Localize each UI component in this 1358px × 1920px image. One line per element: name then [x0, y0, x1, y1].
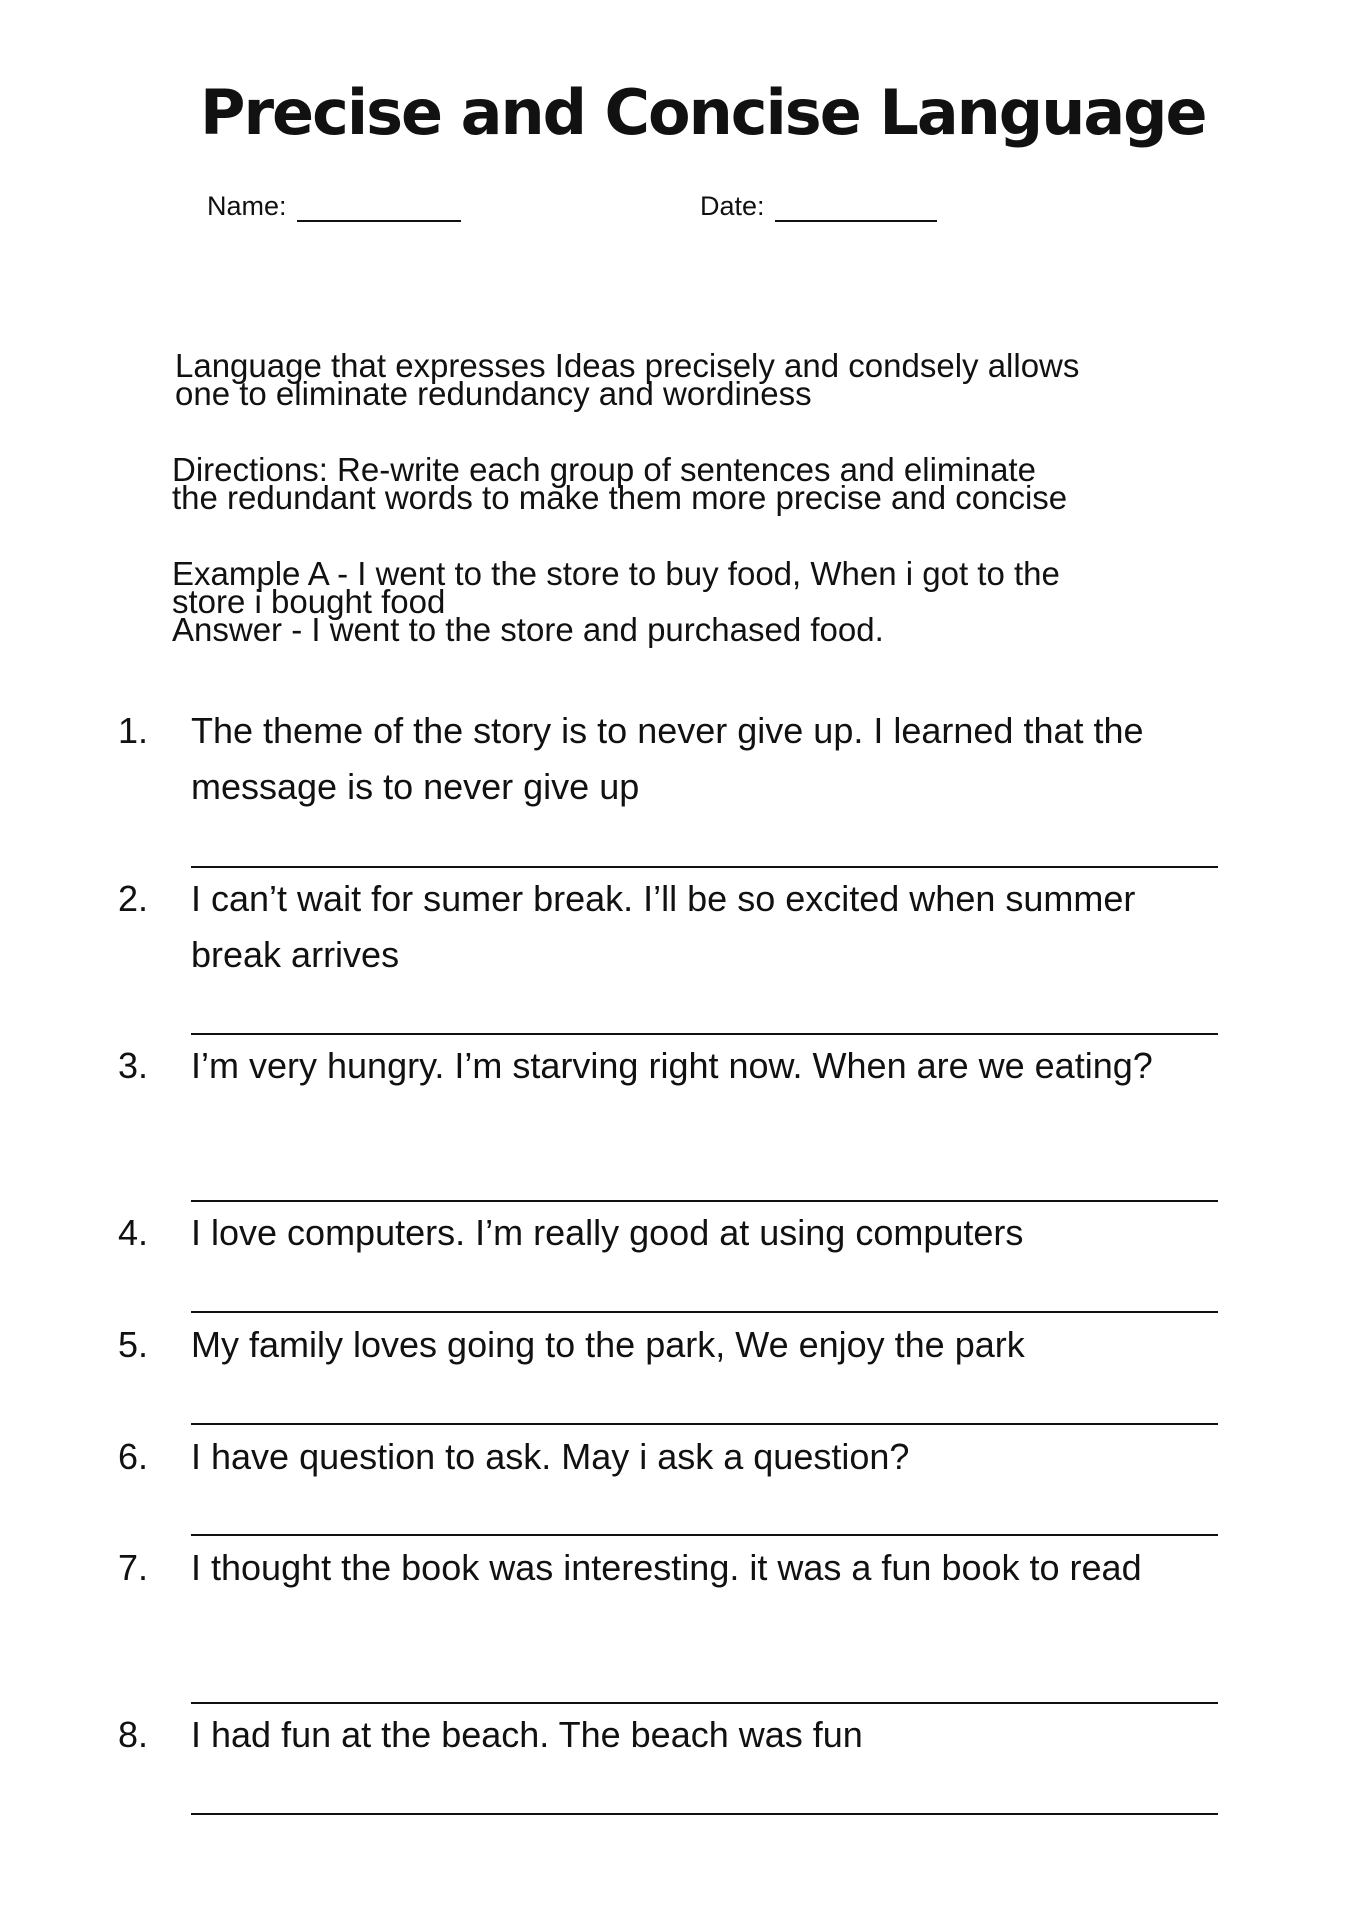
answer-line[interactable]	[191, 1200, 1218, 1202]
example-answer: Answer - I went to the store and purchased food.	[172, 611, 884, 648]
question-number: 1.	[118, 710, 149, 751]
question-number: 4.	[118, 1212, 149, 1253]
intro-description	[175, 347, 1080, 412]
page-title: Precise and Concise Language	[200, 76, 1206, 149]
question-text: I have question to ask. May i ask a question?	[191, 1436, 910, 1477]
answer-line[interactable]	[191, 1033, 1218, 1035]
example-line: store i bought food	[172, 583, 446, 620]
answer-line[interactable]	[191, 1702, 1218, 1704]
example	[172, 555, 1060, 648]
question-text: I love computers. I’m really good at using computers	[191, 1212, 1024, 1253]
question-number: 8.	[118, 1714, 149, 1755]
intro-description-line: Language that expresses Ideas precisely and condsely allows	[175, 347, 1080, 384]
question-number: 3.	[118, 1045, 149, 1086]
directions	[172, 451, 1068, 516]
answer-line[interactable]	[191, 866, 1218, 868]
question-text: I can’t wait for sumer break. I’ll be so excited when summer break arrives	[191, 878, 1136, 975]
answer-line[interactable]	[191, 1311, 1218, 1313]
question-text: My family loves going to the park, We enjoy the park	[191, 1324, 1025, 1365]
name-label: Name:	[207, 191, 287, 221]
answer-line[interactable]	[191, 1813, 1218, 1815]
answer-line[interactable]	[191, 1534, 1218, 1536]
intro-description-line: one to eliminate redundancy and wordiness	[175, 375, 812, 412]
question-number: 5.	[118, 1324, 149, 1365]
answer-line[interactable]	[191, 1423, 1218, 1425]
date-label: Date:	[700, 191, 765, 221]
question-text: I had fun at the beach. The beach was fun	[191, 1714, 863, 1755]
directions-line: the redundant words to make them more precise and concise	[172, 479, 1068, 516]
question-number: 6.	[118, 1436, 149, 1477]
question-number: 2.	[118, 878, 149, 919]
name-blank[interactable]	[297, 192, 461, 222]
directions-line: Directions: Re-write each group of sentences and eliminate	[172, 451, 1036, 488]
question-text: I’m very hungry. I’m starving right now. When are we eating?	[191, 1045, 1153, 1086]
question-number: 7.	[118, 1547, 149, 1588]
date-blank[interactable]	[775, 192, 937, 222]
question-text: The theme of the story is to never give up. I learned that the message is to never give up	[191, 710, 1144, 807]
example-line: Example A - I went to the store to buy food, When i got to the	[172, 555, 1060, 592]
name-field	[207, 190, 461, 222]
date-field	[700, 190, 937, 222]
question-text: I thought the book was interesting. it was a fun book to read	[191, 1547, 1142, 1588]
